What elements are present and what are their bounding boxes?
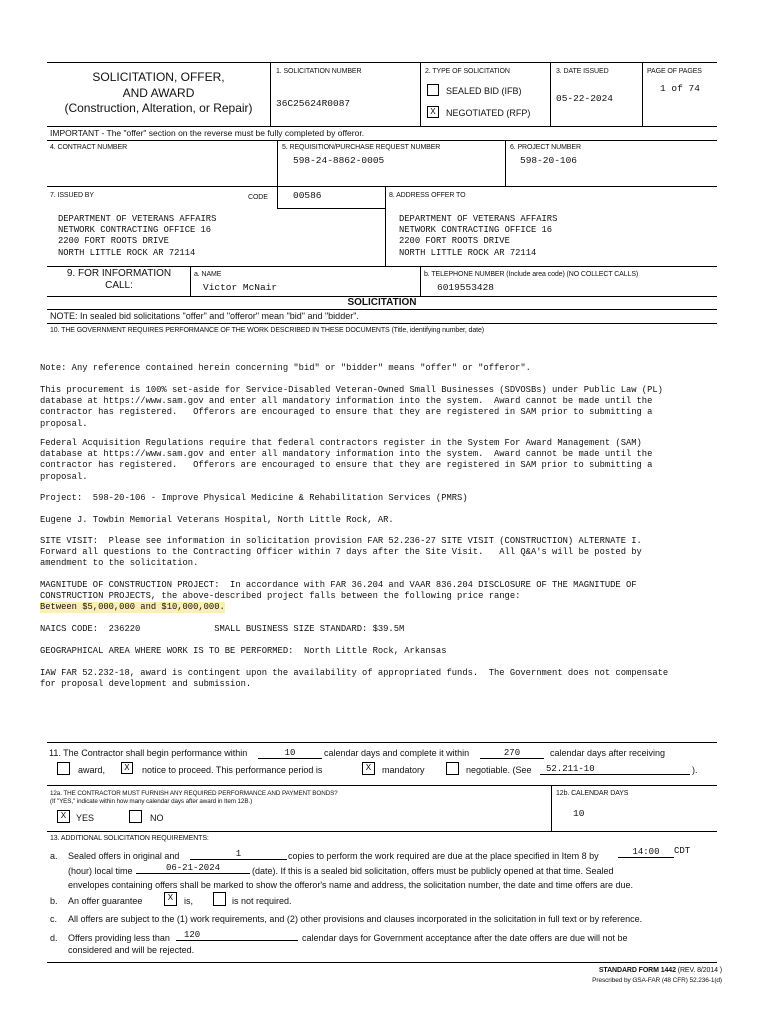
body-naics: NAICS CODE: 236220 SMALL BUSINESS SIZE STANDARD: $39.5M: [40, 624, 405, 634]
bonds-no-label: NO: [150, 813, 164, 823]
calendar-days-value[interactable]: 10: [573, 808, 585, 819]
item11-text-a: 11. The Contractor shall begin performance within: [49, 748, 248, 758]
begin-days-field[interactable]: 10: [258, 748, 322, 759]
item13b-text: An offer guarantee: [68, 896, 143, 906]
solicitation-type-label: 2. TYPE OF SOLICITATION: [425, 68, 510, 75]
item13b-letter: b.: [50, 896, 58, 906]
code-value[interactable]: 00586: [293, 190, 322, 201]
due-time-field[interactable]: 14:00: [618, 847, 674, 858]
project-number-label: 6. PROJECT NUMBER: [510, 144, 581, 151]
form-title: [47, 70, 270, 117]
item11-text-b: calendar days and complete it within: [324, 748, 470, 758]
body-magnitude: MAGNITUDE OF CONSTRUCTION PROJECT: In accordance with FAR 36.204 and VAAR 836.204 DISCLOSURE OF THE MAGNITUDE OF CONSTRUCTION PROJECTS, the above-described project falls between the following price range:: [40, 580, 637, 602]
telephone-label: b. TELEPHONE NUMBER (Include area code) (NO COLLECT CALLS): [424, 271, 639, 278]
form-revision: (REV. 8/2014 ): [675, 967, 722, 974]
telephone-value[interactable]: 6019553428: [437, 282, 495, 293]
mandatory-checkbox[interactable]: X: [362, 762, 375, 775]
item10-label-text: 10. THE GOVERNMENT REQUIRES PERFORMANCE OF THE WORK DESCRIBED IN THESE DOCUMENTS: [50, 327, 390, 334]
item13d-letter: d.: [50, 933, 58, 943]
body-site-visit: SITE VISIT: Please see information in solicitation provision FAR 52.236-27 SITE VISIT (CONSTRUCTION) ALTERNATE I. Forward all questions to the Contracting Officer within 7 days after the Site Visit. All Q&A's will be posted by amendment to the solicitation.: [40, 536, 642, 569]
issued-by-label: 7. ISSUED BY: [50, 192, 94, 199]
negotiable-label: negotiable. (See: [466, 765, 532, 775]
issued-by-address: DEPARTMENT OF VETERANS AFFAIRS NETWORK CONTRACTING OFFICE 16 2200 FORT ROOTS DRIVE NORTH LITTLE ROCK AR 72114: [58, 214, 217, 258]
calendar-days-label: 12b. CALENDAR DAYS: [556, 790, 629, 797]
address-offer-to-value: DEPARTMENT OF VETERANS AFFAIRS NETWORK CONTRACTING OFFICE 16 2200 FORT ROOTS DRIVE NORTH LITTLE ROCK AR 72114: [399, 214, 558, 258]
item11-text-c: calendar days after receiving: [550, 748, 666, 758]
project-number-value[interactable]: 598-20-106: [520, 155, 578, 166]
solicitation-number-value[interactable]: 36C25624R0087: [276, 98, 351, 109]
award-label: award,: [78, 765, 106, 775]
item13c-letter: c.: [50, 914, 58, 924]
additional-requirements-label: 13. ADDITIONAL SOLICITATION REQUIREMENTS:: [50, 835, 209, 842]
item10-label: [50, 327, 484, 334]
name-value[interactable]: Victor McNair: [203, 282, 278, 293]
contract-number-label: 4. CONTRACT NUMBER: [50, 144, 128, 151]
for-information-line2: CALL:: [105, 280, 133, 291]
guarantee-is-not-label: is not required.: [232, 896, 292, 906]
acceptance-days-field[interactable]: 120: [176, 930, 298, 941]
item13a-text4: (date). If this is a sealed bid solicitation, offers must be publicly opened at that time. Sealed: [252, 866, 614, 876]
sealed-bid-label: SEALED BID (IFB): [446, 86, 522, 96]
bonds-label: 12a. THE CONTRACTOR MUST FURNISH ANY REQUIRED PERFORMANCE AND PAYMENT BONDS?: [50, 790, 338, 797]
form-id: [599, 967, 722, 974]
bonds-sub-label: (If "YES," indicate within how many calendar days after award in Item 12B.): [50, 798, 253, 805]
item10-label-suffix: (Title, identifying number, date): [391, 327, 484, 334]
solicitation-heading: SOLICITATION: [347, 297, 417, 308]
item13d-text3: considered and will be rejected.: [68, 945, 195, 955]
copies-field[interactable]: 1: [190, 849, 287, 860]
body-funds: IAW FAR 52.232-18, award is contingent upon the availability of appropriated funds. The Government does not compensate for proposal development and submission.: [40, 668, 669, 690]
negotiated-label: NEGOTIATED (RFP): [446, 108, 531, 118]
due-date-field[interactable]: 06-21-2024: [136, 863, 250, 874]
item13a-text3: (hour) local time: [68, 866, 133, 876]
notice-to-proceed-checkbox[interactable]: X: [121, 762, 133, 774]
sealed-bid-checkbox[interactable]: [427, 84, 439, 96]
address-offer-to-label: 8. ADDRESS OFFER TO: [389, 192, 466, 199]
requisition-number-label: 5. REQUISITION/PURCHASE REQUEST NUMBER: [282, 144, 441, 151]
name-label: a. NAME: [194, 271, 222, 278]
body-geographical: GEOGRAPHICAL AREA WHERE WORK IS TO BE PERFORMED: North Little Rock, Arkansas: [40, 646, 447, 656]
date-issued-value[interactable]: 05-22-2024: [556, 93, 614, 104]
negotiable-checkbox[interactable]: [446, 762, 459, 775]
complete-days-field[interactable]: 270: [480, 748, 544, 759]
time-zone: CDT: [674, 846, 691, 856]
item13d-text2: calendar days for Government acceptance after the date offers are due will not be: [302, 933, 628, 943]
negotiated-checkbox[interactable]: X: [427, 106, 439, 118]
item13a-text2: copies to perform the work required are due at the place specified in Item 8 by: [288, 851, 599, 861]
title-line1: SOLICITATION, OFFER,: [92, 70, 225, 84]
guarantee-is-label: is,: [184, 896, 193, 906]
notice-to-proceed-label: notice to proceed. This performance period is: [142, 765, 323, 775]
body-price-range: Between $5,000,000 and $10,000,000.: [40, 602, 225, 612]
item13d-text1: Offers providing less than: [68, 933, 170, 943]
bonds-yes-checkbox[interactable]: X: [57, 810, 70, 823]
body-sdvosb: This procurement is 100% set-aside for Service-Disabled Veteran-Owned Small Businesses (SDVOSBs) under Public Law (PL) database at https://www.sam.gov and enter all mandatory information into the system. Award cannot be made until the contractor has registered. Offerors are encouraged to ensure that they are registered in SAM prior to submitting a proposal.: [40, 385, 663, 429]
guarantee-is-not-checkbox[interactable]: [213, 892, 226, 906]
guarantee-is-checkbox[interactable]: X: [164, 892, 177, 906]
body-far: Federal Acquisition Regulations require that federal contractors register in the System For Award Management (SAM) database at https://www.sam.gov and enter all mandatory information into the system. Award cannot be made until the contractor has registered. Offerors are encouraged to ensure that they are registered in SAM prior to submitting a proposal.: [40, 438, 653, 482]
for-information-label: [50, 268, 188, 292]
date-issued-label: 3. DATE ISSUED: [556, 68, 609, 75]
prescribed-by: Prescribed by GSA-FAR (48 CFR) 52.236-1(d): [592, 977, 722, 984]
see-close: ).: [692, 765, 698, 775]
item13a-text1: Sealed offers in original and: [68, 851, 180, 861]
award-checkbox[interactable]: [57, 762, 70, 775]
form-number: STANDARD FORM 1442: [598, 967, 676, 974]
item13a-letter: a.: [50, 851, 58, 861]
item13c-text: All offers are subject to the (1) work requirements, and (2) other provisions and clauses incorporated in the solicitation in full text or by reference.: [68, 914, 643, 924]
page-of-pages-value: 1 of 74: [660, 83, 700, 94]
for-information-line1: 9. FOR INFORMATION: [66, 268, 172, 279]
code-label: CODE: [248, 194, 268, 201]
solicitation-number-label: 1. SOLICITATION NUMBER: [276, 68, 362, 75]
requisition-number-value[interactable]: 598-24-8862-0005: [293, 155, 385, 166]
see-clause-field[interactable]: 52.211-10: [540, 764, 690, 775]
bonds-yes-label: YES: [76, 813, 95, 823]
title-line3: (Construction, Alteration, or Repair): [64, 101, 253, 115]
sealed-bid-note: NOTE: In sealed bid solicitations "offer" and "offeror" mean "bid" and "bidder".: [50, 311, 359, 321]
page-of-pages-label: PAGE OF PAGES: [647, 68, 702, 75]
item13a-text5: envelopes containing offers shall be marked to show the offeror's name and address, the solicitation number, the date and time offers are due.: [68, 880, 634, 890]
title-line2: AND AWARD: [122, 85, 195, 100]
mandatory-label: mandatory: [382, 765, 425, 775]
body-note: Note: Any reference contained herein concerning "bid" or "bidder" means "offer" or "offeror".: [40, 363, 531, 373]
body-project: Project: 598-20-106 - Improve Physical Medicine & Rehabilitation Services (PMRS): [40, 493, 468, 503]
body-hospital: Eugene J. Towbin Memorial Veterans Hospital, North Little Rock, AR.: [40, 515, 394, 525]
bonds-no-checkbox[interactable]: [129, 810, 142, 823]
important-note: IMPORTANT - The "offer" section on the reverse must be fully completed by offeror.: [50, 128, 365, 138]
